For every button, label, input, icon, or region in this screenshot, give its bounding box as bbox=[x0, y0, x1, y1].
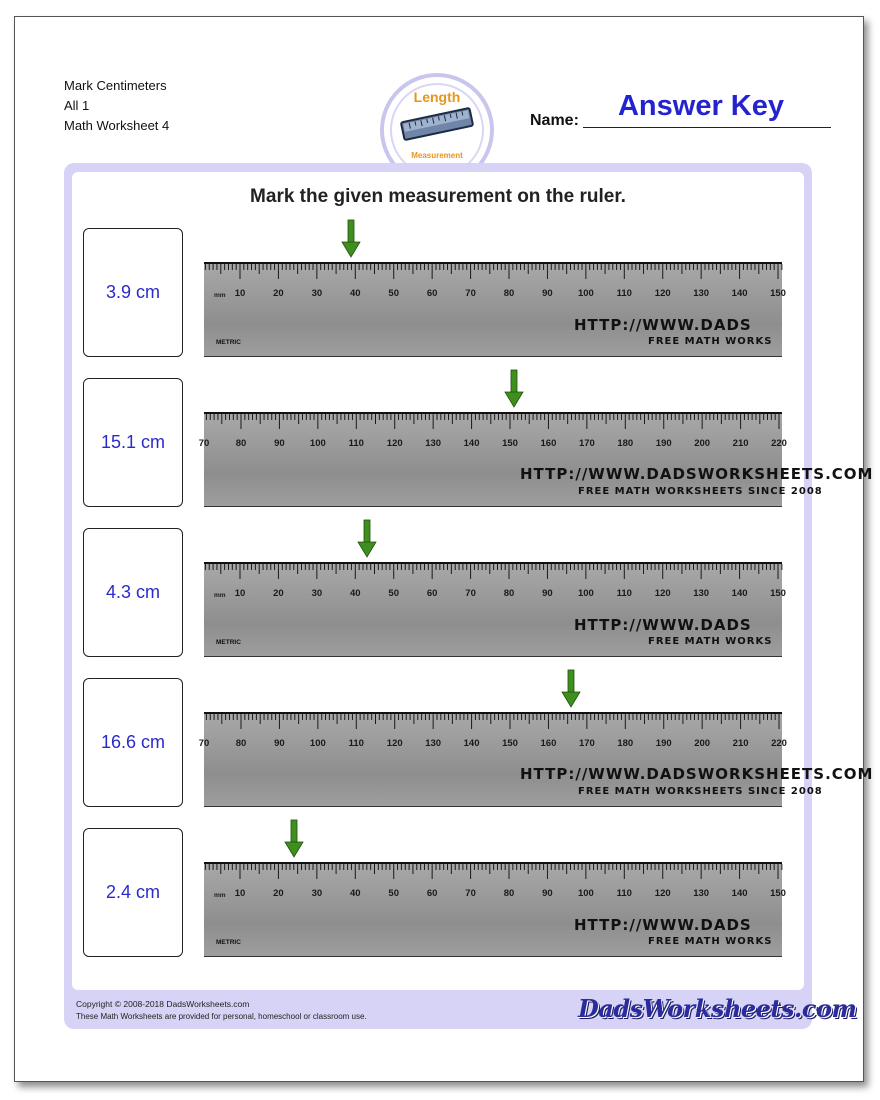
ruler-number: 90 bbox=[542, 288, 553, 299]
ruler-tagline: FREE MATH WORKSHEETS SINCE 2008 bbox=[578, 486, 823, 497]
ruler[interactable] bbox=[198, 412, 874, 507]
ruler-number: 70 bbox=[465, 588, 476, 599]
ruler-number: 110 bbox=[616, 288, 632, 299]
answer-arrow-icon bbox=[341, 220, 361, 258]
ruler-number: 80 bbox=[503, 888, 515, 899]
answer-arrow-icon bbox=[284, 820, 304, 858]
ruler-number: 80 bbox=[503, 588, 515, 599]
worksheet-number: Math Worksheet 4 bbox=[64, 118, 170, 133]
ruler-number: 110 bbox=[616, 588, 632, 599]
instructions: Mark the given measurement on the ruler. bbox=[250, 186, 626, 207]
ruler-number: 90 bbox=[542, 888, 553, 899]
ruler-number: 50 bbox=[388, 888, 400, 899]
ruler-number: 210 bbox=[732, 438, 749, 449]
ruler-url: HTTP://WWW.DADS bbox=[574, 316, 752, 334]
ruler-number: 120 bbox=[654, 888, 671, 899]
ruler-number: 10 bbox=[234, 288, 246, 299]
ruler-number: 110 bbox=[348, 738, 364, 749]
ruler-url: HTTP://WWW.DADS bbox=[574, 916, 752, 934]
measurement-box bbox=[83, 828, 183, 957]
ruler-url: HTTP://WWW.DADS bbox=[574, 616, 752, 634]
ruler-number: 40 bbox=[350, 588, 361, 599]
ruler-number: 150 bbox=[770, 288, 786, 299]
ruler-number: 20 bbox=[273, 888, 284, 899]
ruler-number: 70 bbox=[198, 738, 210, 749]
ruler-number: 140 bbox=[463, 438, 480, 449]
ruler-number: 200 bbox=[694, 438, 711, 449]
ruler-number: 80 bbox=[235, 738, 247, 749]
ruler-tagline: FREE MATH WORKS bbox=[648, 936, 773, 947]
ruler-number: 90 bbox=[542, 588, 553, 599]
ruler-number: 150 bbox=[770, 588, 786, 599]
ruler-metric-label: METRIC bbox=[216, 339, 241, 346]
logo-title: Length bbox=[413, 89, 461, 105]
ruler-number: 190 bbox=[655, 738, 672, 749]
ruler[interactable] bbox=[204, 562, 786, 657]
ruler-number: 120 bbox=[654, 588, 671, 599]
ruler-number: 140 bbox=[731, 288, 748, 299]
name-label: Name: bbox=[530, 112, 579, 129]
ruler-number: 170 bbox=[578, 738, 595, 749]
measurement-value: 4.3 cm bbox=[105, 582, 161, 602]
ruler-number: 20 bbox=[273, 288, 284, 299]
ruler-number: 170 bbox=[578, 438, 595, 449]
ruler-number: 100 bbox=[577, 888, 594, 899]
ruler-url: HTTP://WWW.DADSWORKSHEETS.COM bbox=[520, 465, 874, 483]
ruler-number: 220 bbox=[771, 438, 787, 449]
ruler-number: 40 bbox=[350, 888, 361, 899]
ruler-number: 60 bbox=[426, 888, 438, 899]
ruler-tagline: FREE MATH WORKS bbox=[648, 636, 773, 647]
ruler[interactable] bbox=[204, 862, 786, 957]
measurement-box bbox=[83, 228, 183, 357]
ruler-number: 140 bbox=[731, 588, 748, 599]
ruler-tagline: FREE MATH WORKS bbox=[648, 336, 773, 347]
ruler-number: 130 bbox=[693, 888, 710, 899]
answer-arrow-icon bbox=[357, 520, 377, 558]
ruler-number: 130 bbox=[693, 588, 710, 599]
ruler-number: 30 bbox=[311, 888, 323, 899]
ruler-number: 120 bbox=[386, 738, 403, 749]
ruler[interactable] bbox=[204, 262, 786, 357]
ruler-number: 60 bbox=[426, 288, 438, 299]
ruler-number: 130 bbox=[425, 438, 442, 449]
ruler-number: 140 bbox=[731, 888, 748, 899]
ruler-number: 80 bbox=[503, 288, 515, 299]
ruler-number: 130 bbox=[693, 288, 710, 299]
measurement-box bbox=[83, 678, 183, 807]
ruler-number: 100 bbox=[309, 738, 326, 749]
measurement-box bbox=[83, 378, 183, 507]
ruler-metric-label: METRIC bbox=[216, 939, 241, 946]
ruler-number: 180 bbox=[617, 738, 634, 749]
ruler-number: 100 bbox=[577, 288, 594, 299]
ruler-number: 60 bbox=[426, 588, 438, 599]
ruler-unit: mm bbox=[214, 292, 226, 299]
worksheet-level: All 1 bbox=[64, 98, 90, 113]
ruler-number: 20 bbox=[273, 588, 284, 599]
ruler-number: 30 bbox=[311, 588, 323, 599]
ruler-number: 30 bbox=[311, 288, 323, 299]
ruler-icon bbox=[398, 107, 476, 141]
measurement-value: 15.1 cm bbox=[100, 432, 166, 452]
ruler-number: 110 bbox=[616, 888, 632, 899]
ruler-number: 90 bbox=[274, 738, 285, 749]
worksheet-title: Mark Centimeters bbox=[64, 78, 167, 93]
ruler-unit: mm bbox=[214, 892, 226, 899]
ruler-number: 50 bbox=[388, 588, 400, 599]
measurement-box bbox=[83, 528, 183, 657]
ruler-number: 40 bbox=[350, 288, 361, 299]
ruler-number: 160 bbox=[540, 738, 557, 749]
ruler-number: 180 bbox=[617, 438, 634, 449]
ruler-number: 150 bbox=[770, 888, 786, 899]
ruler-number: 80 bbox=[235, 438, 247, 449]
ruler-number: 10 bbox=[234, 588, 246, 599]
ruler-number: 70 bbox=[465, 888, 476, 899]
copyright-text: Copyright © 2008-2018 DadsWorksheets.com bbox=[76, 999, 250, 1009]
ruler-unit: mm bbox=[214, 592, 226, 599]
ruler-number: 10 bbox=[234, 888, 246, 899]
ruler-metric-label: METRIC bbox=[216, 639, 241, 646]
answer-arrow-icon bbox=[561, 670, 581, 708]
ruler-url: HTTP://WWW.DADSWORKSHEETS.COM bbox=[520, 765, 874, 783]
ruler-number: 120 bbox=[386, 438, 403, 449]
ruler-tagline: FREE MATH WORKSHEETS SINCE 2008 bbox=[578, 786, 823, 797]
ruler-number: 120 bbox=[654, 288, 671, 299]
measurement-value: 3.9 cm bbox=[105, 282, 161, 302]
ruler-number: 140 bbox=[463, 738, 480, 749]
ruler-number: 220 bbox=[771, 738, 787, 749]
ruler-number: 130 bbox=[425, 738, 442, 749]
dadsworksheets-logo: DadsWorksheets.com bbox=[578, 994, 857, 1023]
ruler-number: 210 bbox=[732, 738, 749, 749]
ruler[interactable] bbox=[198, 712, 874, 807]
ruler-number: 70 bbox=[465, 288, 476, 299]
measurement-value: 16.6 cm bbox=[100, 732, 166, 752]
ruler-number: 200 bbox=[694, 738, 711, 749]
ruler-number: 150 bbox=[502, 438, 518, 449]
ruler-number: 50 bbox=[388, 288, 400, 299]
answer-key-text: Answer Key bbox=[617, 90, 784, 122]
ruler-number: 190 bbox=[655, 438, 672, 449]
usage-note: These Math Worksheets are provided for personal, homeschool or classroom use. bbox=[76, 1012, 367, 1021]
answer-arrow-icon bbox=[504, 370, 524, 408]
name-line[interactable] bbox=[583, 127, 831, 128]
logo-subtitle: Measurement bbox=[411, 151, 463, 160]
ruler-number: 100 bbox=[309, 438, 326, 449]
measurement-value: 2.4 cm bbox=[105, 882, 161, 902]
ruler-number: 70 bbox=[198, 438, 210, 449]
ruler-number: 90 bbox=[274, 438, 285, 449]
ruler-number: 110 bbox=[348, 438, 364, 449]
ruler-number: 150 bbox=[502, 738, 518, 749]
ruler-number: 100 bbox=[577, 588, 594, 599]
ruler-number: 160 bbox=[540, 438, 557, 449]
